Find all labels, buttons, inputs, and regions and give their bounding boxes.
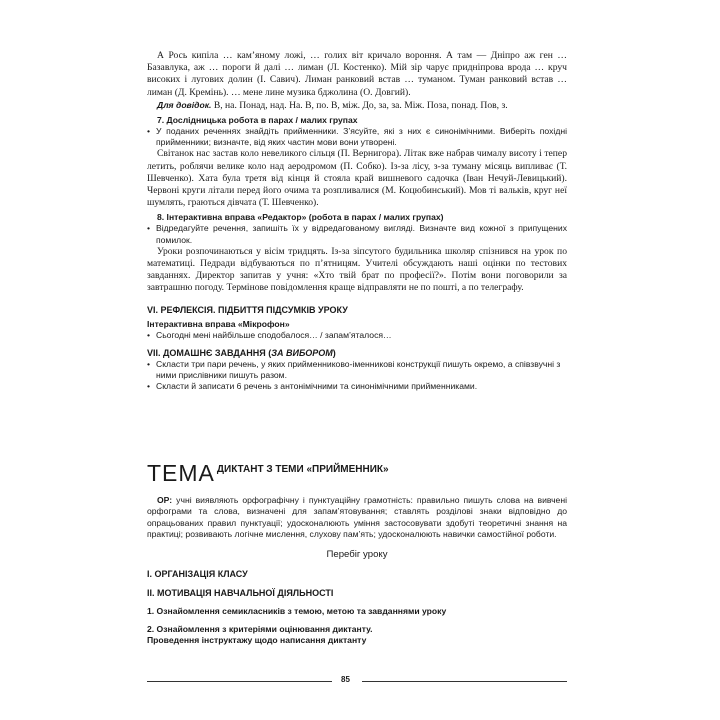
section-2-title: II. МОТИВАЦІЯ НАВЧАЛЬНОЇ ДІЯЛЬНОСТІ	[147, 587, 334, 598]
task-7-heading: 7. Дослідницька робота в парах / малих групах	[157, 115, 358, 126]
homework-item: • Скласти й записати 6 речень з антонімічними та синонімічними прийменниками.	[147, 381, 567, 392]
task-7-text: Світанок нас застав коло невеликого сільця (П. Вернигора). Літак вже набрав чималу висоту і тепер летить, роблячи велике коло над аеродромом (П. Собко). Із-за лісу, з-за туману місяць випливає (Т. Шевченко). Хата була третя від кінця й стояла край вишневого садочка (Іван Нечуй-Левицький). Червоні круги літали перед його очима та розпливалися (М. Коцюбинський). Мов ті вальків, круг неї шумлять, граються дівчата (Т. Шевченко).	[147, 148, 567, 209]
objectives-label: ОР:	[157, 495, 173, 505]
topic-title: ДИКТАНТ З ТЕМИ «ПРИЙМЕННИК»	[216, 464, 389, 475]
homework-item: • Скласти три пари речень, у яких прийменниково-іменникові конструкції пишуть окремо, а співзвучні з ними прислівники пишуть разом.	[147, 359, 567, 381]
lesson-course: Перебіг уроку	[326, 548, 388, 560]
objectives: ОР: учні виявляють орфографічну і пунктуаційну грамотність: правильно пишуть слова на вивчені орфограми та слова, визначені для запам’ятовування; ставлять розділові знаки відповідно до опрацьованих правил пунктуації; удосконалюють уміння застосовувати здобуті теоретичні знання на практиці; розвивають логічне мислення, слухову пам’ять; удосконалюють навички самостійної роботи.	[147, 495, 567, 540]
page-number: 85	[341, 675, 350, 684]
tema-word: ТЕМА	[147, 460, 215, 486]
task-8-text: Уроки розпочинаються у вісім тридцять. Із-за зіпсутого будильника школяр спізнився на урок по математиці. Педради відбуваються по п’ятницям. Учителі обсуждають наші оцінки по тестових завданнях. Директор запитав у учня: «Хто твій брат по професії?». Потім вони поговорили за завтрашню погоду. Термінове повідомлення краще відправляти не по пошті, а по телеграфу.	[147, 245, 567, 294]
hint-label: Для довідок.	[157, 99, 212, 110]
microphone-bullet: • Сьогодні мені найбільше сподобалося… / запам’яталося…	[147, 330, 567, 341]
exercise-text: А Рось кипіла … кам’яному ложі, … голих віт кричало вороння. А там — Дніпро аж ген … Базавлука, аж … пороги й далі … лиман (Л. Костенко). Мій зір чарує придніпрова врода … круч високих і лугових долин (І. Савич). Лиман ранковий встав … туманом. Туман ранковий встав … лиман (Д. Кремінь). … мене лине музика бджолина (О. Довгий).	[147, 50, 567, 98]
step-1: 1. Ознайомлення семикласників з темою, метою та завданнями уроку	[147, 605, 447, 616]
footer-rule-left	[147, 681, 332, 682]
lesson-topic-block	[147, 460, 567, 646]
task-8-instruction: • Відредагуйте речення, запишіть їх у відредагованому вигляді. Визначте вид кожної з припущених помилок.	[147, 223, 567, 245]
topic-header	[147, 460, 567, 487]
section-7-title: VII. ДОМАШНЄ ЗАВДАННЯ (ЗА ВИБОРОМ)	[147, 347, 336, 358]
step-3: Проведення інструктажу щодо написання диктанту	[147, 634, 367, 645]
hint-text: В, на. Понад, над. На. В, по. В, між. До, за, за. Між. Поза, понад. Пов, з.	[211, 99, 508, 111]
task-8-heading: 8. Інтерактивна вправа «Редактор» (робота в парах / малих групах)	[157, 212, 444, 223]
section-6-title: VI. РЕФЛЕКСІЯ. ПІДБИТТЯ ПІДСУМКІВ УРОКУ	[147, 304, 348, 315]
section-1-title: I. ОРГАНІЗАЦІЯ КЛАСУ	[147, 568, 248, 579]
step-2: 2. Ознайомлення з критеріями оцінювання диктанту.	[147, 623, 373, 634]
footer-rule-right	[362, 681, 567, 682]
hint-line	[147, 99, 567, 112]
task-7-instruction: • У поданих реченнях знайдіть прийменники. З’ясуйте, які з них є синонімічними. Виберіть похідні прийменники; визначте, від яких частин мови вони утворені.	[147, 126, 567, 148]
microphone-exercise: Інтерактивна вправа «Мікрофон»	[147, 318, 290, 329]
page-content	[147, 50, 567, 392]
